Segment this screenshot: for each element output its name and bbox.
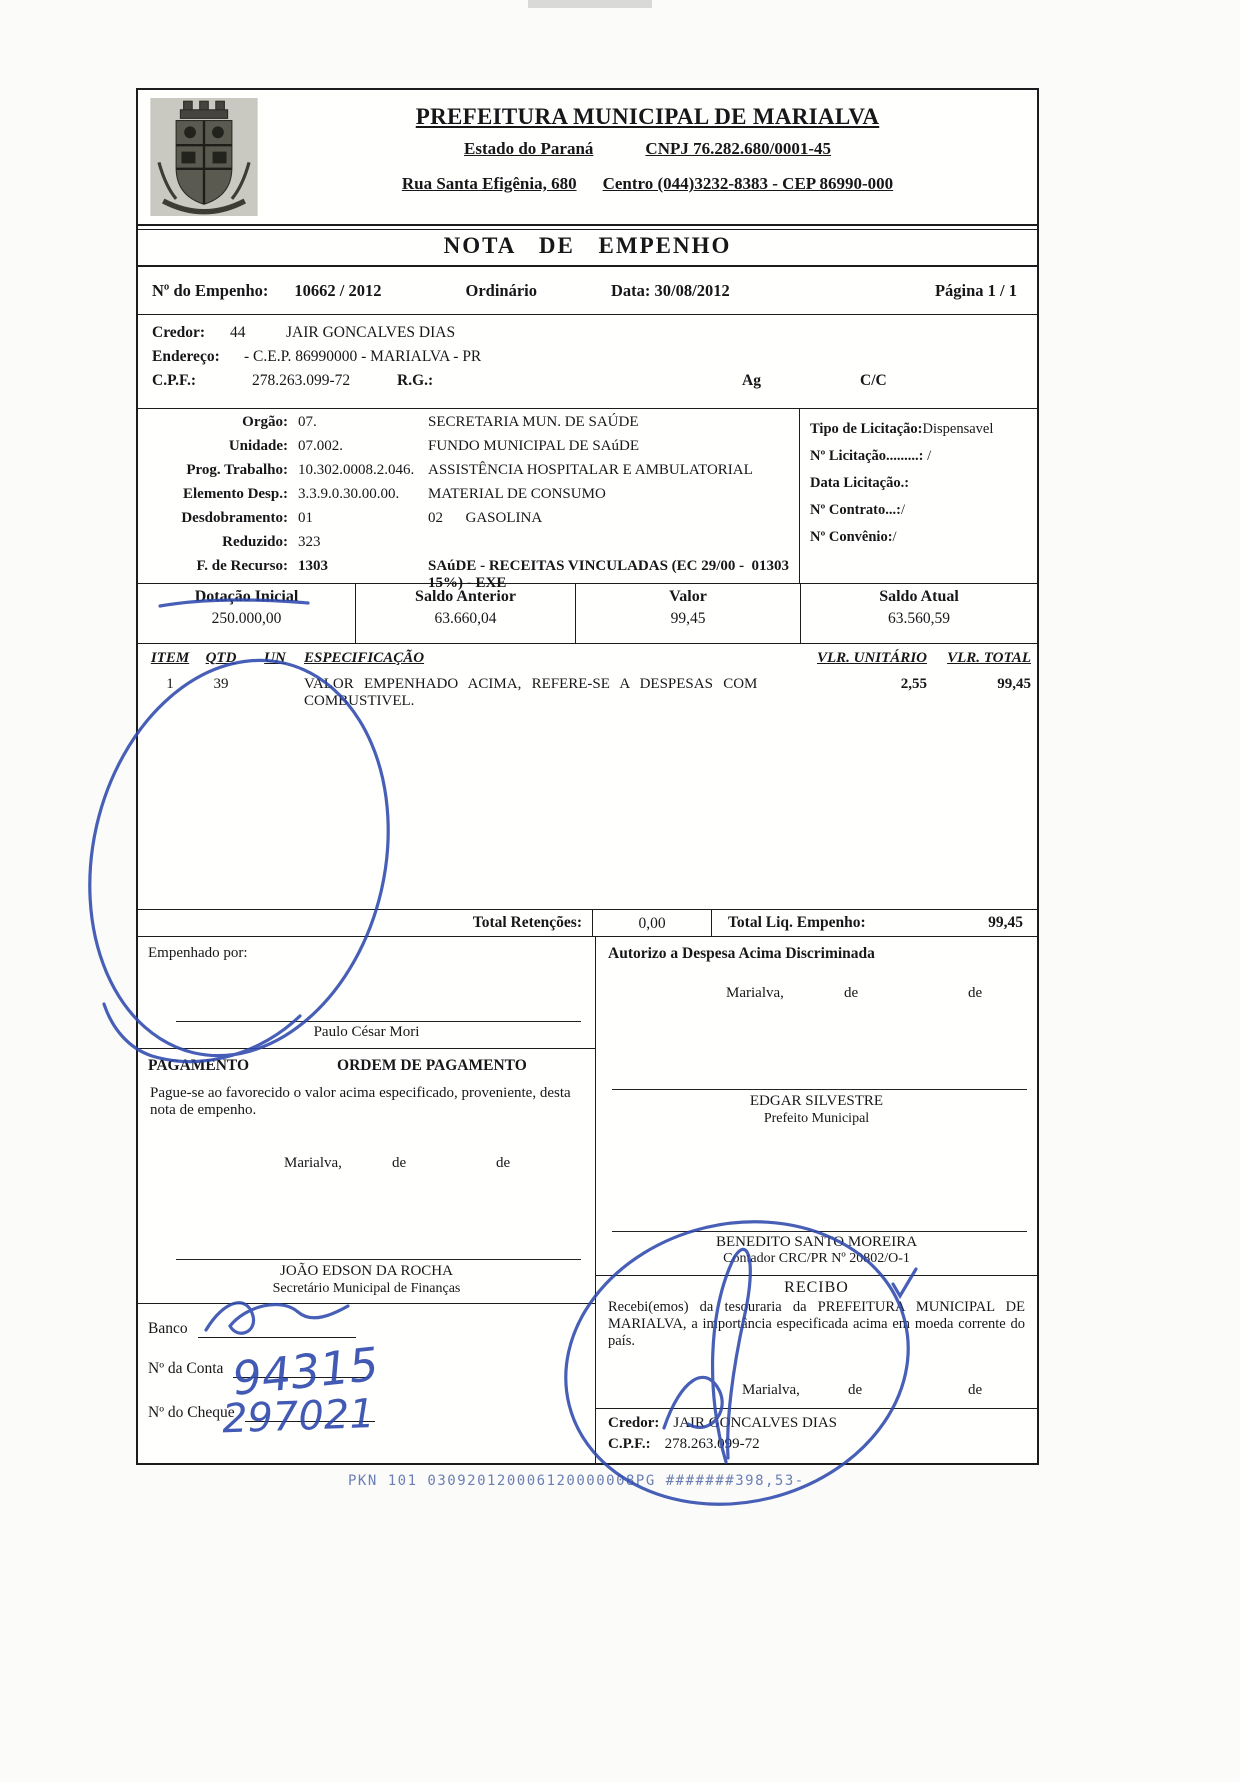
empenhado-signer-name: Paulo César Mori <box>313 1024 420 1040</box>
nota-de-empenho-document <box>136 88 1039 1465</box>
doc-title: NOTA DE EMPENHO <box>138 229 1037 267</box>
credor-name: JAIR GONCALVES DIAS <box>286 324 456 341</box>
credor-block <box>138 315 1037 409</box>
banco-box <box>138 1304 595 1463</box>
recibo-cpf-label: C.P.F.: <box>608 1436 651 1452</box>
empenhado-por-label: Empenhado por: <box>148 945 248 961</box>
num-licitacao-label: Nº Licitação.........: <box>810 448 924 464</box>
scan-artifact <box>528 0 652 8</box>
valor-col: Valor 99,45 <box>575 584 800 643</box>
conta-field-line <box>233 1362 369 1378</box>
credor-code: 44 <box>230 324 246 341</box>
empenho-number-row <box>138 267 1037 315</box>
autorizo-title: Autorizo a Despesa Acima Discriminada <box>608 945 875 962</box>
signature-rule <box>612 1089 1027 1090</box>
recibo-cpf-value: 278.263.099-72 <box>664 1436 760 1452</box>
orgao-details: Orgão: 07. SECRETARIA MUN. DE SAÚDE Unidade: 07.002. FUNDO MUNICIPAL DE SAúDE Prog. Trabalho: 10.302.0008.2.046. ASSISTÊNCIA HOSPITALAR E AMBULATORIAL Elemento Desp.: 3.3.9.0.30.00.00. MATERIAL DE CONSUMO Desdobramento: 01 02 GASOLINA Reduzido: 323 F. de Recurso: 1303 SAúDE - RECEITAS VINCULADAS (EC 29/00 - 15%) - EXE 01303 <box>138 409 799 583</box>
unidade-label: Unidade: <box>228 438 288 454</box>
data-licitacao-label: Data Licitação.: <box>810 475 910 491</box>
rg-label: R.G.: <box>397 372 434 389</box>
conta-label: Nº da Conta <box>148 1360 224 1377</box>
orgao-section <box>138 409 1037 591</box>
item-row: 1 39 VALOR EMPENHADO ACIMA, REFERE-SE A DESPESAS COM COMBUSTIVEL. 2,55 99,45 <box>166 676 1031 709</box>
items-header: ITEM QTD UN ESPECIFICAÇÃO VLR. UNITÁRIO VLR. TOTAL <box>150 649 1031 666</box>
empenho-number: 10662 / 2012 <box>294 280 382 300</box>
ag-label: Ag <box>742 372 761 389</box>
orgao-label: Orgão: <box>242 414 288 430</box>
endereco-label: Endereço: <box>152 348 220 365</box>
banco-label: Banco <box>148 1320 188 1337</box>
prefeito-role: Prefeito Municipal <box>763 1111 870 1126</box>
ordem-pagamento-title: ORDEM DE PAGAMENTO <box>337 1057 527 1074</box>
recibo-credor-name: JAIR GONCALVES DIAS <box>673 1415 838 1431</box>
elemento-desp-label: Elemento Desp.: <box>183 486 288 502</box>
autorizo-box: Autorizo a Despesa Acima Discriminada Marialva, de de EDGAR SILVESTRE Prefeito Municipal BENEDITO SANTO MOREIRA Contador CRC/PR Nº 20802/O-1 <box>596 937 1037 1276</box>
secretario-name: JOÃO EDSON DA ROCHA <box>280 1263 453 1279</box>
prefeito-name: EDGAR SILVESTRE <box>749 1093 884 1109</box>
page-indicator: Página 1 / 1 <box>934 280 1017 300</box>
liquido-label: Total Liq. Empenho: <box>728 914 866 931</box>
recibo-text: Recebi(emos) da tesouraria da PREFEITURA MUNICIPAL DE MARIALVA, a importância especificada acima em moeda corrente do país. <box>608 1299 1025 1349</box>
cnpj-label: CNPJ 76.282.680/0001-45 <box>645 139 831 158</box>
document-header <box>138 90 1037 226</box>
f-recurso-extra: 01303 <box>751 558 789 574</box>
cheque-field-line <box>245 1406 375 1422</box>
desdobramento-label: Desdobramento: <box>181 510 288 526</box>
handwritten-conta: 94315 <box>229 1336 382 1406</box>
secretario-role: Secretário Municipal de Finanças <box>272 1281 461 1296</box>
credor-label: Credor: <box>152 324 206 341</box>
convenio-label: Nº Convênio: <box>810 529 893 545</box>
dotacao-table <box>138 584 1037 644</box>
empenhado-box <box>138 937 595 1049</box>
dot-matrix-footer: PKN 101 030920120006120000008PG #######398,53- <box>348 1473 805 1489</box>
saldo-anterior-col: Saldo Anterior 63.660,04 <box>355 584 575 643</box>
empenho-kind: Ordinário <box>465 280 537 300</box>
signatures-area <box>138 937 1037 1463</box>
reduzido-label: Reduzido: <box>222 534 288 550</box>
handwritten-cheque: 297021 <box>221 1391 376 1443</box>
banco-field-line <box>198 1322 356 1338</box>
coat-of-arms-logo <box>150 98 258 216</box>
signature-rule <box>176 1259 581 1260</box>
retencoes-label: Total Retenções: <box>472 914 582 931</box>
recibo-credor-label: Credor: <box>608 1415 660 1431</box>
saldo-atual-col: Saldo Atual 63.560,59 <box>800 584 1037 643</box>
dotacao-inicial-col: Dotação Inicial 250.000,00 <box>194 588 299 627</box>
address-label: Rua Santa Efigênia, 680 <box>401 174 577 193</box>
signature-rule <box>612 1231 1027 1232</box>
cc-label: C/C <box>860 372 887 389</box>
pagamento-box: PAGAMENTO ORDEM DE PAGAMENTO Pague-se ao favorecido o valor acima especificado, proveniente, desta nota de empenho. Marialva, de de JOÃO EDSON DA ROCHA Secretário Municipal de Finanças <box>138 1049 595 1304</box>
endereco-value: - C.E.P. 86990000 - MARIALVA - PR <box>244 348 482 365</box>
cpf-value: 278.263.099-72 <box>252 372 351 389</box>
recibo-credor-strip <box>596 1409 1037 1462</box>
liquido-value: 99,45 <box>988 914 1023 931</box>
header-text <box>258 90 1037 224</box>
recibo-box: RECIBO Recebi(emos) da tesouraria da PREFEITURA MUNICIPAL DE MARIALVA, a importância especificada acima em moeda corrente do país. Marialva, de de <box>596 1276 1037 1409</box>
f-recurso-label: F. de Recurso: <box>196 558 288 574</box>
licitacao-panel: Tipo de Licitação:Dispensavel Nº Licitação.........: / Data Licitação.: Nº Contrato...:/ Nº Convênio:/ <box>799 409 1037 583</box>
pagamento-text: Pague-se ao favorecido o valor acima especificado, proveniente, desta nota de empenho. <box>150 1085 571 1118</box>
tipo-licitacao-label: Tipo de Licitação: <box>810 421 923 437</box>
signature-rule <box>176 1021 581 1022</box>
municipality-title: PREFEITURA MUNICIPAL DE MARIALVA <box>415 104 880 129</box>
totals-row <box>138 909 1037 937</box>
contador-name: BENEDITO SANTO MOREIRA <box>715 1234 918 1250</box>
state-label: Estado do Paraná <box>464 139 594 158</box>
autorizo-city: Marialva, <box>726 985 784 1001</box>
prog-trabalho-label: Prog. Trabalho: <box>186 462 288 478</box>
contador-role: Contador CRC/PR Nº 20802/O-1 <box>723 1251 910 1266</box>
recibo-city: Marialva, <box>742 1382 800 1398</box>
cheque-label: Nº do Cheque <box>148 1404 235 1421</box>
retencoes-value: 0,00 <box>592 910 712 936</box>
recibo-title: RECIBO <box>784 1279 849 1296</box>
contrato-label: Nº Contrato...: <box>810 502 901 518</box>
items-body <box>138 672 1037 909</box>
address2-label: Centro (044)3232-8383 - CEP 86990-000 <box>602 174 894 193</box>
pagamento-city: Marialva, <box>284 1155 342 1171</box>
empenho-date: Data: 30/08/2012 <box>611 280 730 300</box>
pagamento-title: PAGAMENTO <box>148 1057 250 1074</box>
cpf-label: C.P.F.: <box>152 372 197 389</box>
empenho-number-label: Nº do Empenho: <box>152 280 269 300</box>
